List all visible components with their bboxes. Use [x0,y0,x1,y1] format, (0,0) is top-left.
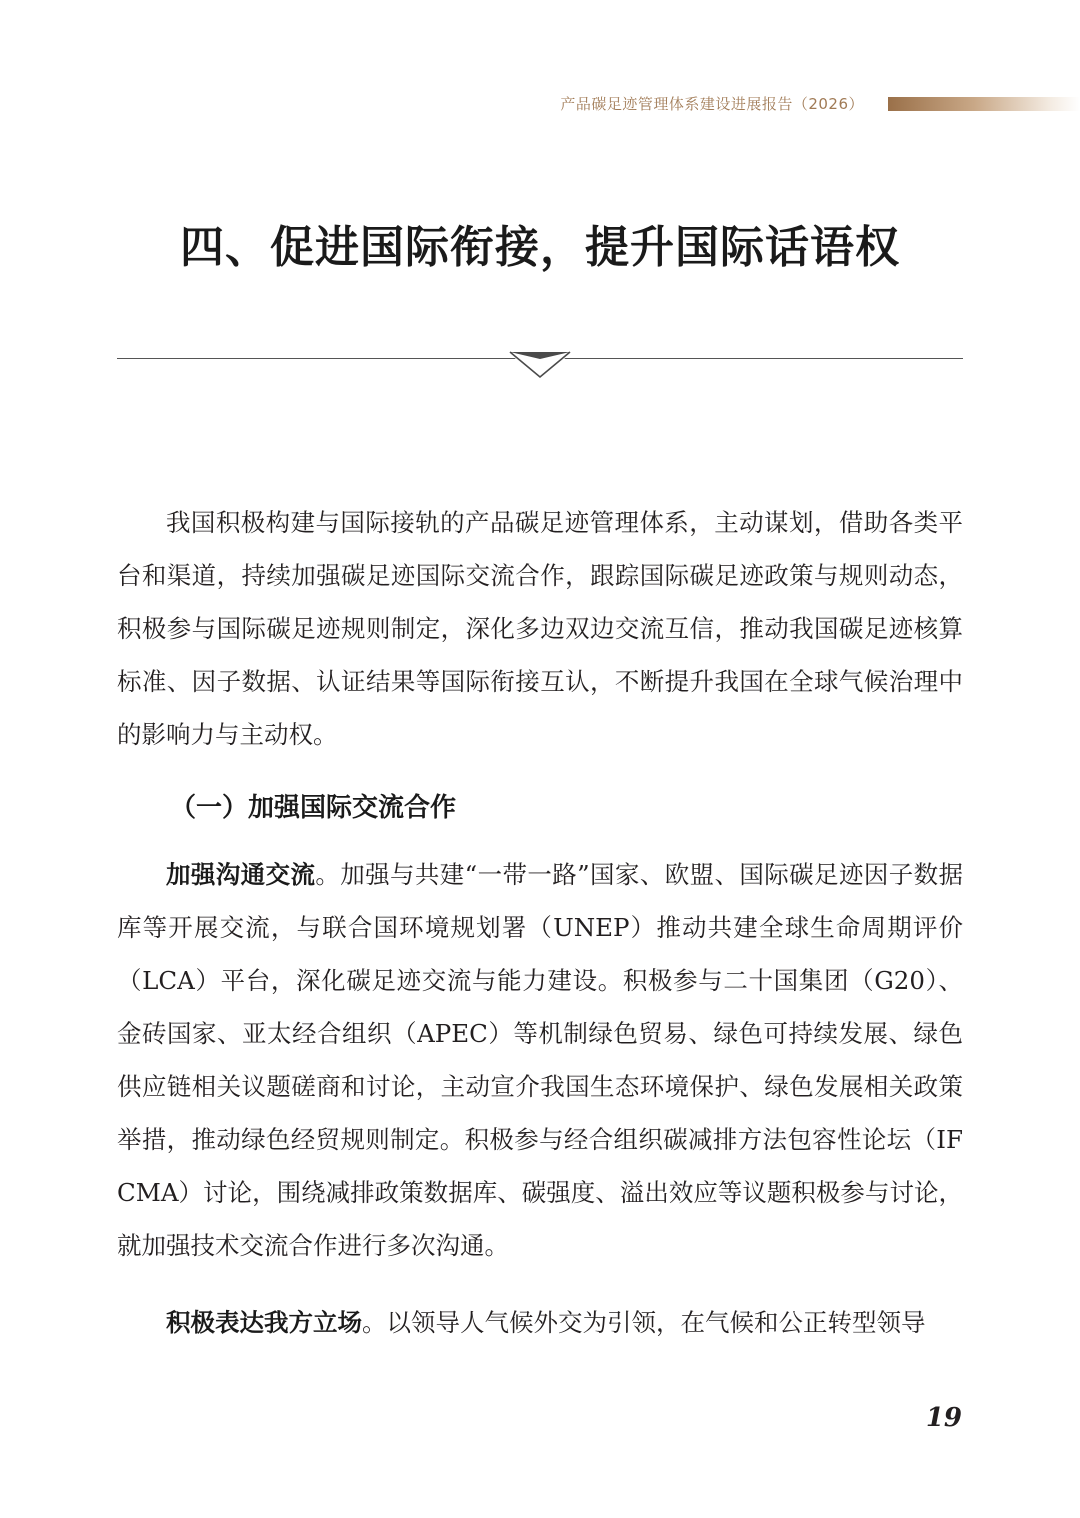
paragraph-lead: 加强沟通交流 [166,860,316,889]
paragraph-strengthen-exchange [117,848,963,1272]
chapter-title: 四、促进国际衔接，提升国际话语权 [180,222,900,273]
paragraph-body: 。以领导人气候外交为引领，在气候和公正转型领导 [362,1308,926,1337]
header-gradient-bar [888,97,1080,111]
paragraph-express-position [117,1296,963,1349]
page-number: 19 [925,1403,962,1433]
paragraph-lead: 积极表达我方立场 [166,1308,362,1337]
running-header-title: 产品碳足迹管理体系建设进展报告（2026） [560,95,864,113]
paragraph-body: 。加强与共建“一带一路”国家、欧盟、国际碳足迹因子数据库等开展交流，与联合国环境规划署（UNEP）推动共建全球生命周期评价（LCA）平台，深化碳足迹交流与能力建设。积极参与二十国集团（G20）、金砖国家、亚太经合组织（APEC）等机制绿色贸易、绿色可持续发展、绿色供应链相关议题磋商和讨论，主动宣介我国生态环境保护、绿色发展相关政策举措，推动绿色经贸规则制定。积极参与经合组织碳减排方法包容性论坛（IFCMA）讨论，围绕减排政策数据库、碳强度、溢出效应等议题积极参与讨论，就加强技术交流合作进行多次沟通。 [117,860,963,1260]
section-heading: （一）加强国际交流合作 [170,793,457,823]
running-header [0,92,1080,118]
intro-paragraph: 我国积极构建与国际接轨的产品碳足迹管理体系，主动谋划，借助各类平台和渠道，持续加强碳足迹国际交流合作，跟踪国际碳足迹政策与规则动态，积极参与国际碳足迹规则制定，深化多边双边交流互信，推动我国碳足迹核算标准、因子数据、认证结果等国际衔接互认，不断提升我国在全球气候治理中的影响力与主动权。 [117,508,963,749]
chevron-down-icon [507,350,573,380]
